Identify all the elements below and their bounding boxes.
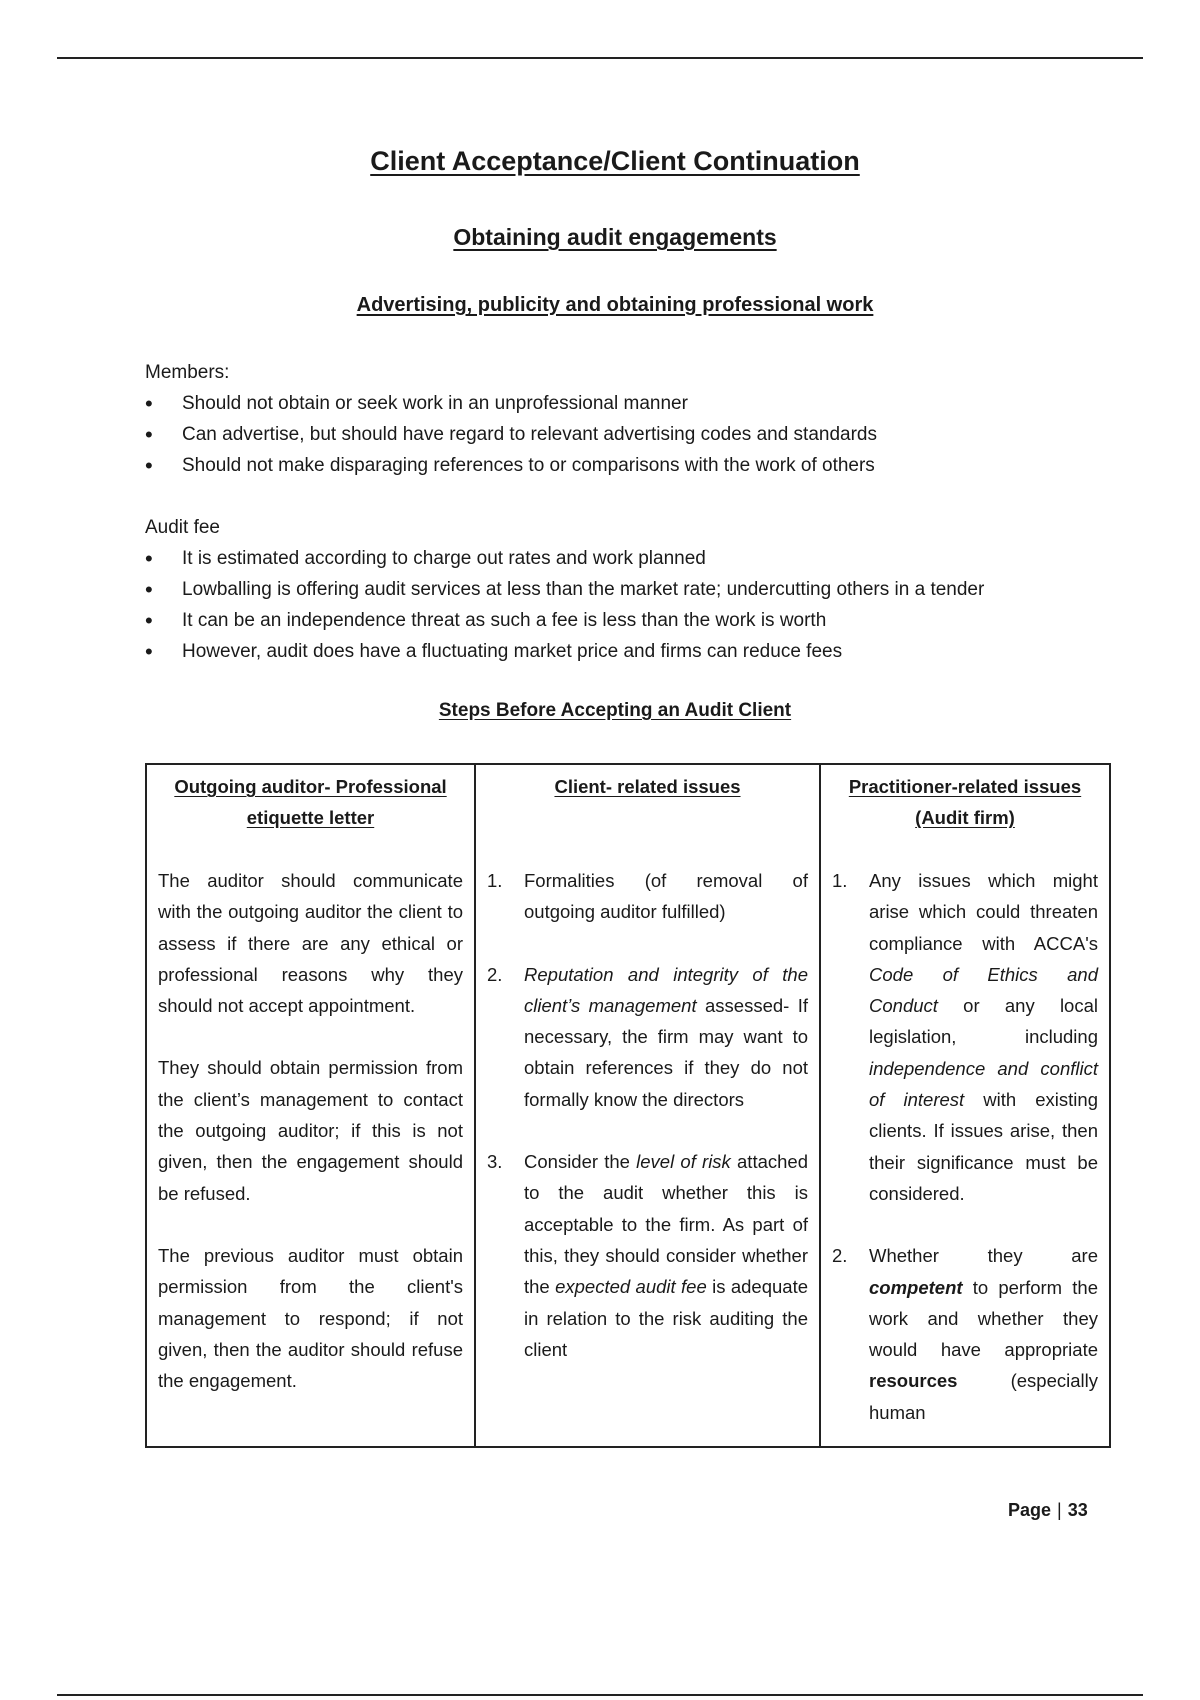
item-number: 2. <box>487 963 503 985</box>
item-number: 2. <box>832 1245 848 1267</box>
table-paragraph: The previous auditor must obtain permission from the client's management to respond; if not given, then the auditor should refuse the engagement. <box>158 1244 463 1392</box>
list-item: • It can be an independence threat as such a fee is less than the work is worth <box>145 605 1085 636</box>
list-item: • However, audit does have a fluctuating market price and firms can reduce fees <box>145 636 1085 667</box>
table-paragraph: They should obtain permission from the client’s management to contact the outgoing auditor; if this is not given, then the engagement should be refused. <box>158 1057 463 1204</box>
column-header-line: (Audit firm) <box>915 807 1015 829</box>
item-emphasis: level of risk <box>636 1151 731 1173</box>
item-text: Formalities (of removal of outgoing auditor fulfilled) <box>524 870 808 923</box>
item-text: is adequate in relation to the risk auditing the client <box>524 1276 809 1360</box>
list-item: • Should not make disparaging references to or comparisons with the work of others <box>145 450 1085 481</box>
item-text: to perform the work and whether they would have appropriate <box>869 1276 1098 1361</box>
list-item <box>487 959 808 1115</box>
list-item: • Can advertise, but should have regard to relevant advertising codes and standards <box>145 419 1085 450</box>
column-practitioner-issues <box>821 765 1109 1446</box>
members-list <box>145 388 1085 481</box>
page-number-footer <box>1008 1500 1088 1521</box>
item-text: with existing clients. If issues arise, then their significance must be considered. <box>869 1089 1098 1204</box>
bottom-rule <box>57 1694 1143 1696</box>
item-text: (especially human <box>869 1370 1098 1423</box>
audit-fee-label: Audit fee <box>145 517 220 538</box>
section-heading: Advertising, publicity and obtaining professional work <box>356 294 874 316</box>
table-paragraph: The auditor should communicate with the outgoing auditor the client to assess if there are any ethical or professional reasons why they should not accept appointment. <box>158 870 463 1017</box>
list-item <box>487 1146 808 1365</box>
page-number: 33 <box>1067 1500 1088 1520</box>
steps-table <box>145 763 1111 1448</box>
list-item <box>832 1240 1098 1428</box>
page-title: Client Acceptance/Client Continuation <box>370 146 860 176</box>
item-text: Consider the <box>524 1151 637 1173</box>
client-issues-list <box>487 865 808 1365</box>
item-text: Whether they are <box>869 1245 1098 1267</box>
audit-fee-list <box>145 543 1085 667</box>
item-number: 1. <box>487 870 503 891</box>
page-subtitle: Obtaining audit engagements <box>453 224 777 250</box>
item-emphasis: Reputation and integrity of the client’s management <box>524 963 808 1016</box>
column-outgoing-auditor <box>147 765 476 1446</box>
item-text: assessed- If necessary, the firm may want to obtain references if they do not formally know the directors <box>524 994 808 1110</box>
item-text: Any issues which might arise which could threaten compliance with ACCA's <box>869 870 1098 954</box>
column-header-line: Practitioner-related issues <box>848 776 1082 797</box>
members-label: Members: <box>145 362 230 383</box>
top-rule <box>57 57 1143 59</box>
column-header: Outgoing auditor- Professional etiquette letter <box>174 776 447 829</box>
column-header <box>832 771 1098 865</box>
list-item: • It is estimated according to charge out rates and work planned <box>145 543 1085 574</box>
page-label: Page <box>1008 1500 1052 1520</box>
item-number: 1. <box>832 870 848 891</box>
item-emphasis: Code of Ethics and Conduct <box>869 963 1098 1017</box>
list-item <box>832 865 1098 1209</box>
item-text: attached to the audit whether this is acceptable to the firm. As part of this, they should consider whether the <box>524 1151 808 1298</box>
list-item: • Should not obtain or seek work in an unprofessional manner <box>145 388 1085 419</box>
item-text: or any local legislation, including <box>869 995 1098 1048</box>
item-number: 3. <box>487 1151 503 1173</box>
item-emphasis: independence and conflict of interest <box>869 1057 1098 1111</box>
steps-heading: Steps Before Accepting an Audit Client <box>438 700 792 721</box>
list-item <box>487 865 808 928</box>
audit-fee-section <box>145 512 1085 667</box>
column-client-issues <box>476 765 821 1446</box>
item-strong: competent <box>869 1276 963 1298</box>
item-strong: resources <box>869 1370 958 1392</box>
members-section <box>145 357 1085 481</box>
column-header: Client- related issues <box>554 776 741 797</box>
practitioner-issues-list <box>832 865 1098 1428</box>
list-item: • Lowballing is offering audit services at less than the market rate; undercutting others in a tender <box>145 574 1085 605</box>
page-separator: | <box>1057 1500 1062 1520</box>
item-emphasis: expected audit fee <box>555 1276 707 1298</box>
